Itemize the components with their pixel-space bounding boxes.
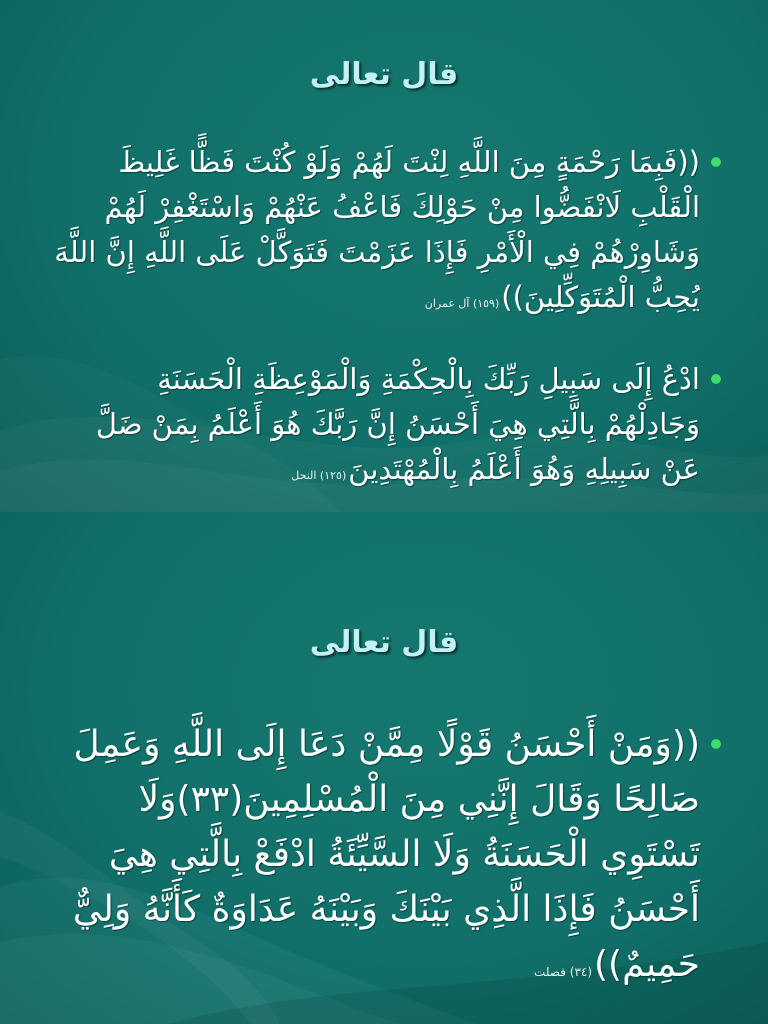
bullet-item	[70, 717, 700, 992]
verse-text: عَنْ سَبِيلِهِ وَهُوَ أَعْلَمُ بِالْمُهْتَدِينَ	[348, 452, 700, 486]
verse-text: يُحِبُّ الْمُتَوَكِّلِينَ))	[501, 280, 700, 314]
verse-line: الْقَلْبِ لَانْفَضُّوا مِنْ حَوْلِكَ فَاعْفُ عَنْهُمْ وَاسْتَغْفِرْ لَهُمْ	[104, 190, 700, 224]
verse-reference: (٣٤) فصلت	[534, 965, 593, 979]
verse-line: ((فَبِمَا رَحْمَةٍ مِنَ اللَّهِ لِنْتَ لَهُمْ وَلَوْ كُنْتَ فَظًّا غَلِيظَ	[118, 145, 700, 179]
verse-line: ادْعُ إِلَى سَبِيلِ رَبِّكَ بِالْحِكْمَةِ وَالْمَوْعِظَةِ الْحَسَنَةِ	[157, 362, 700, 396]
slide-title: قال تعالى	[309, 57, 459, 92]
verse-reference: (١٢٥) النحل	[291, 469, 347, 482]
bullet-item	[48, 140, 700, 320]
verse-line	[48, 275, 700, 320]
slide-2	[0, 512, 768, 1024]
verse-reference: (١٥٩) آل عمران	[424, 297, 500, 310]
verse-line	[70, 937, 700, 992]
bullet-item	[48, 357, 700, 492]
bullet-dot-icon	[711, 739, 721, 749]
verse-line: صَالِحًا وَقَالَ إِنَّنِي مِنَ الْمُسْلِمِينَ(٣٣)وَلَا	[138, 779, 700, 820]
verse-text: حَمِيمٌ))	[594, 944, 700, 985]
verse-line: تَسْتَوِي الْحَسَنَةُ وَلَا السَّيِّئَةُ ادْفَعْ بِالَّتِي هِيَ	[108, 834, 700, 875]
verse-line	[48, 447, 700, 492]
verse-line: وَجَادِلْهُمْ بِالَّتِي هِيَ أَحْسَنُ إِنَّ رَبَّكَ هُوَ أَعْلَمُ بِمَنْ ضَلَّ	[95, 407, 700, 441]
slide-title: قال تعالى	[309, 625, 459, 660]
verse-line: ((وَمَنْ أَحْسَنُ قَوْلًا مِمَّنْ دَعَا إِلَى اللَّهِ وَعَمِلَ	[73, 724, 700, 765]
bullet-dot-icon	[711, 374, 721, 384]
bullet-dot-icon	[711, 157, 721, 167]
verse-line: أَحْسَنُ فَإِذَا الَّذِي بَيْنَكَ وَبَيْنَهُ عَدَاوَةٌ كَأَنَّهُ وَلِيٌّ	[72, 889, 700, 930]
verse-line: وَشَاوِرْهُمْ فِي الْأَمْرِ فَإِذَا عَزَمْتَ فَتَوَكَّلْ عَلَى اللَّهِ إِنَّ اللَّهَ	[54, 235, 700, 269]
